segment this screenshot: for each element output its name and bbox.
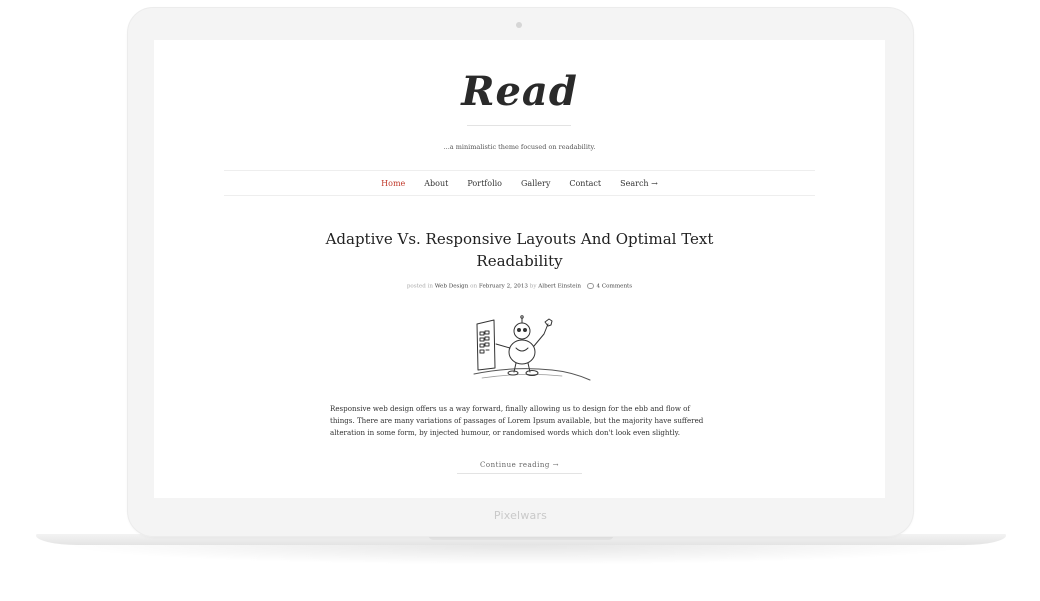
site-logo[interactable]: Read bbox=[461, 68, 578, 115]
comment-icon bbox=[587, 283, 594, 289]
laptop-shadow bbox=[60, 545, 980, 565]
meta-category-link[interactable]: Web Design bbox=[434, 283, 469, 290]
meta-comments-link[interactable]: 4 Comments bbox=[596, 283, 633, 290]
logo-divider bbox=[467, 125, 571, 126]
continue-reading-link[interactable]: Continue reading → bbox=[480, 461, 559, 469]
post-excerpt: Responsive web design offers us a way forward, finally allowing us to design for the ebb and flow of things. There are many variations of passages of Lorem Ipsum available, but the majority have suffered alteration in some form, by injected humour, or randomised words which don't look even slightly. bbox=[330, 404, 704, 438]
post-title[interactable]: Adaptive Vs. Responsive Layouts And Optimal Text Readability bbox=[325, 230, 714, 270]
device-brand-label: Pixelwars bbox=[493, 509, 548, 522]
camera-icon bbox=[516, 22, 522, 28]
main-nav bbox=[224, 170, 815, 196]
laptop-lid bbox=[127, 7, 914, 537]
nav-item-home[interactable]: Home bbox=[381, 178, 406, 188]
nav-item-about[interactable]: About bbox=[424, 178, 449, 188]
meta-author-link[interactable]: Albert Einstein bbox=[538, 283, 581, 290]
meta-date-link[interactable]: February 2, 2013 bbox=[478, 283, 528, 290]
nav-item-portfolio[interactable]: Portfolio bbox=[467, 178, 502, 188]
post-meta bbox=[154, 283, 885, 290]
continue-divider bbox=[457, 473, 582, 474]
nav-item-contact[interactable]: Contact bbox=[569, 178, 602, 188]
site-tagline: ...a minimalistic theme focused on readability. bbox=[443, 143, 596, 151]
robot-sketch-illustration bbox=[472, 310, 592, 388]
meta-by: by bbox=[529, 283, 537, 290]
nav-item-gallery[interactable]: Gallery bbox=[521, 178, 551, 188]
laptop-screen bbox=[154, 40, 885, 498]
nav-item-search[interactable]: Search → bbox=[620, 178, 658, 188]
meta-posted-in: posted in bbox=[406, 283, 433, 290]
meta-on: on bbox=[470, 283, 478, 290]
